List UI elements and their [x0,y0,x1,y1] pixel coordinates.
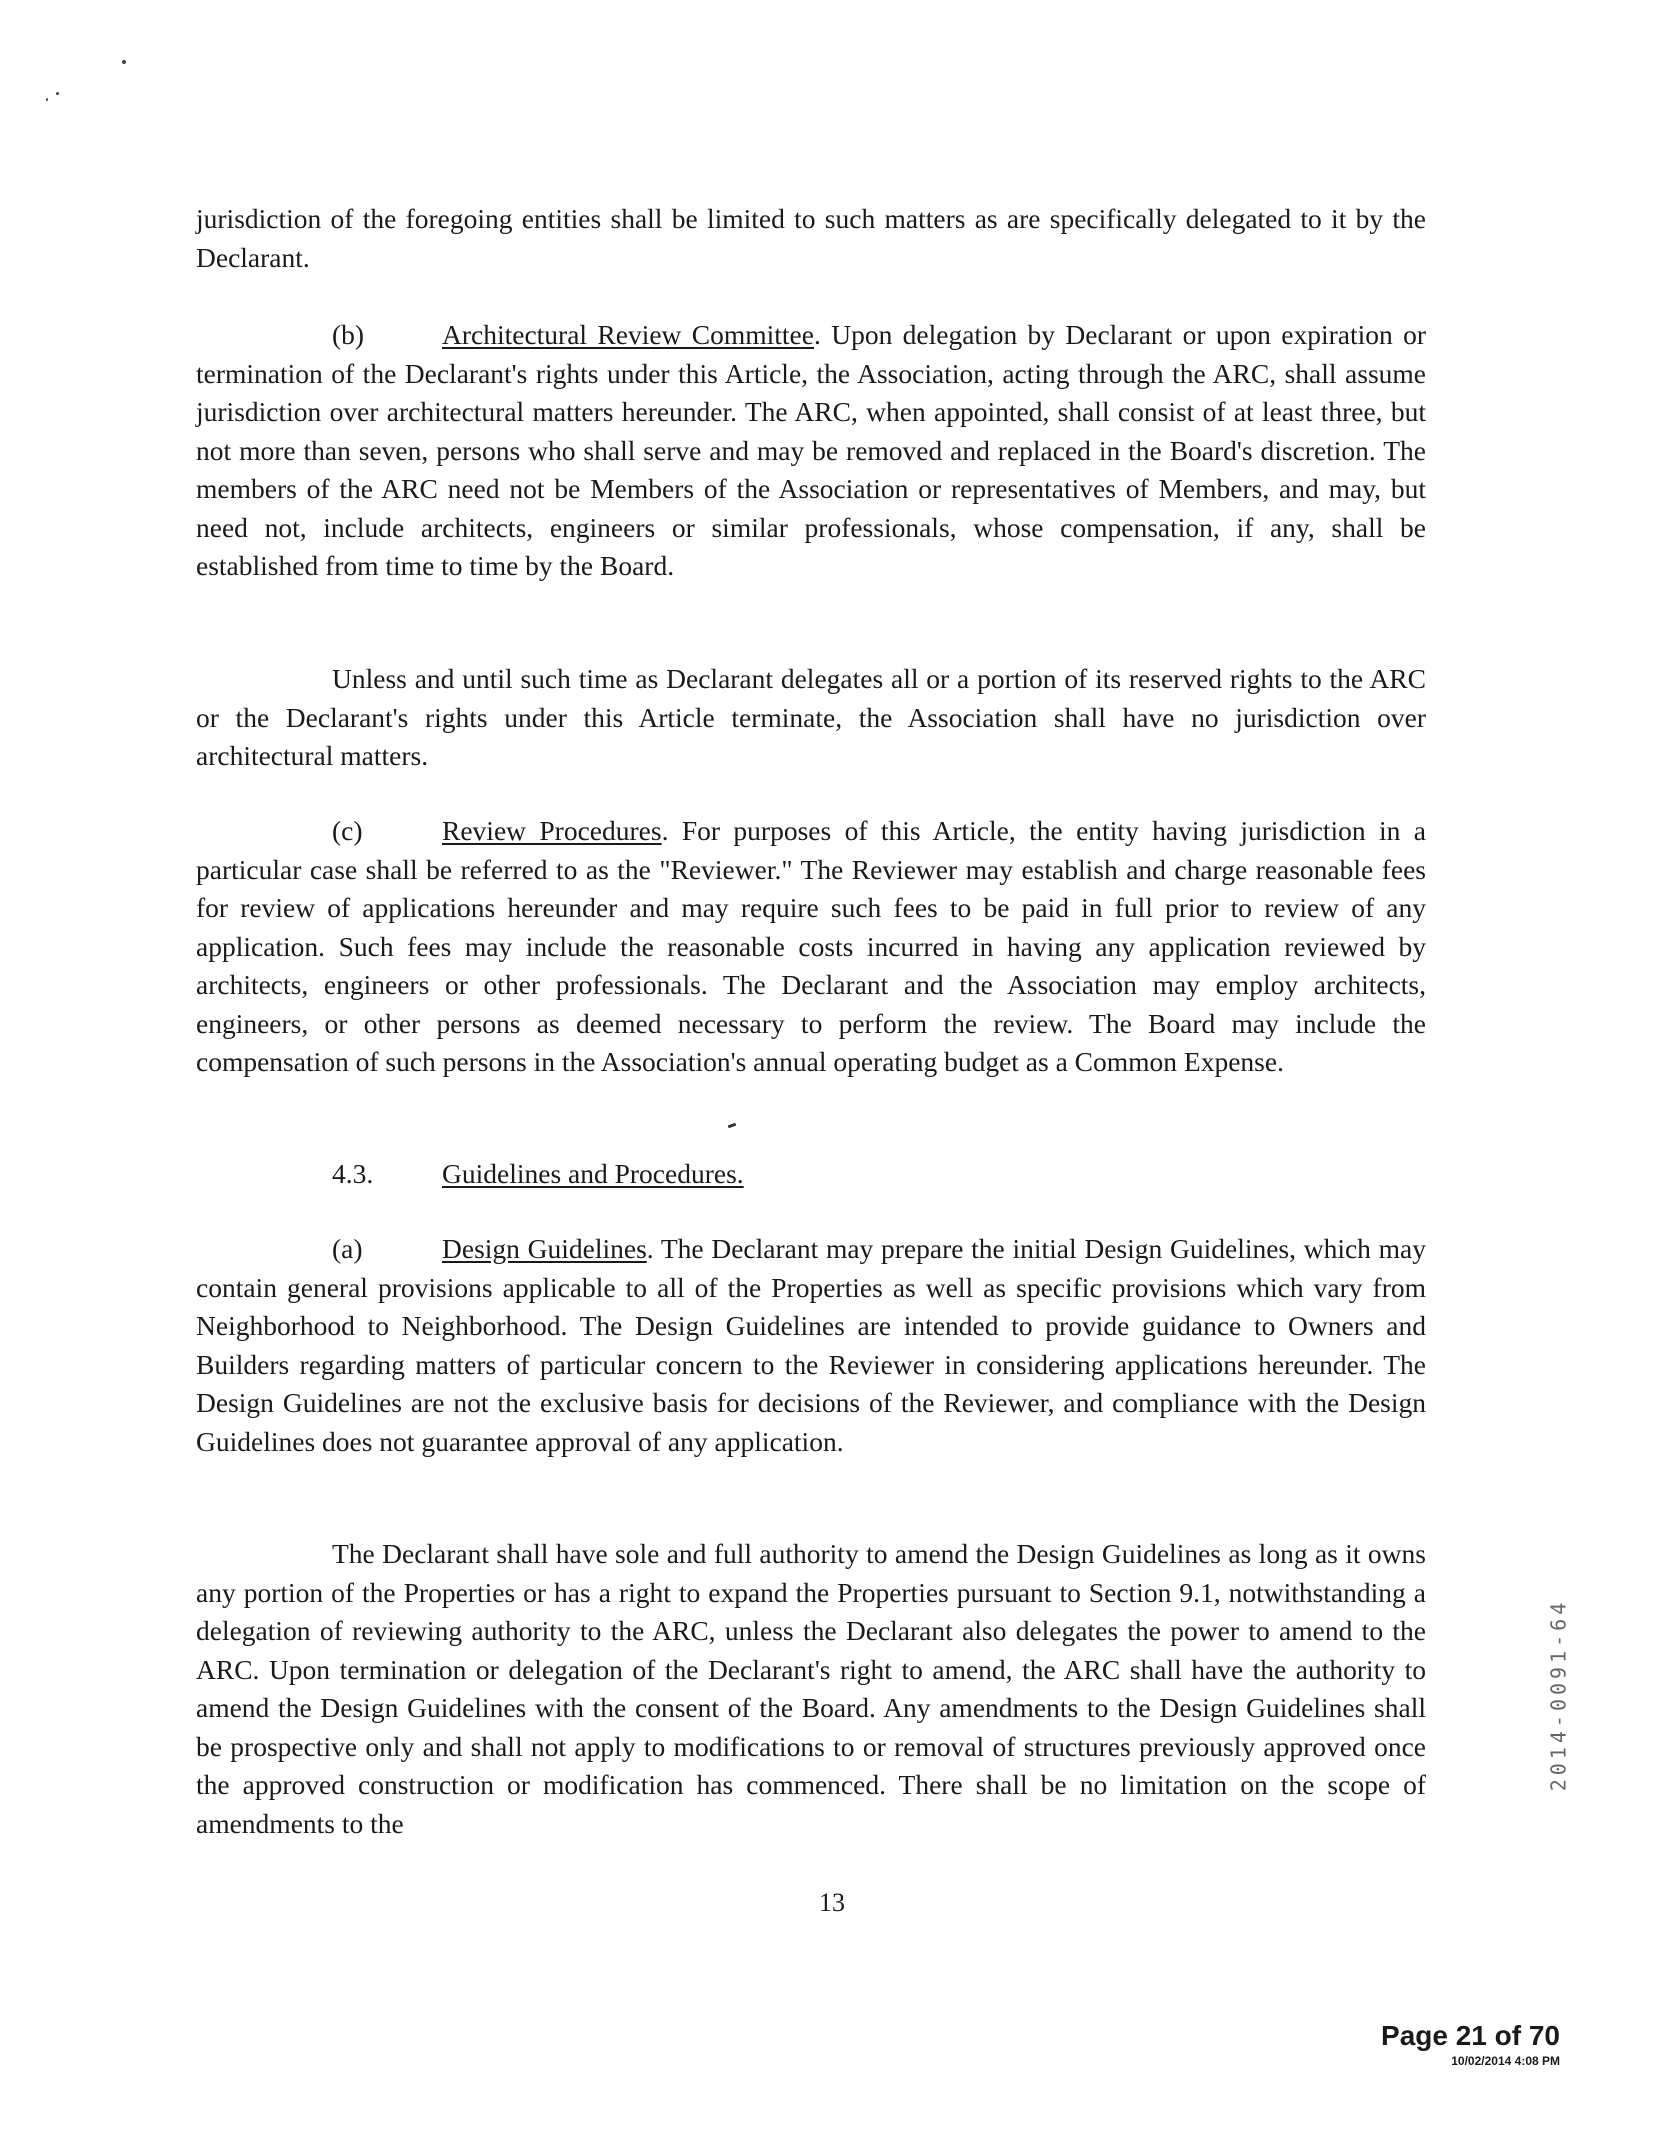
paragraph-text: . Upon delegation by Declarant or upon expiration or termination of the Declarant's rights under this Article, the Association, acting through the ARC, shall assume jurisdiction over architectural matters hereunder. The ARC, when appointed, shall consist of at least three, but not more than seven, persons who shall serve and may be removed and replaced in the Board's discretion. The members of the ARC need not be Members of the Association or representatives of Members, and may, but need not, include architects, engineers or similar professionals, whose compensation, if any, shall be established from time to time by the Board. [196,319,1426,581]
paragraph-continuation: jurisdiction of the foregoing entities shall be limited to such matters as are specifically delegated to it by the Declarant. [196,203,1426,273]
section-number: 4.3. [332,1158,374,1189]
paragraph-marker: (c) [332,815,363,846]
section-title: Design Guidelines [442,1233,647,1264]
recording-timestamp: 10/02/2014 4:08 PM [1451,2054,1560,2068]
paragraph-text: . The Declarant may prepare the initial Design Guidelines, which may contain general provisions applicable to all of the Properties as well as specific provisions which vary from Neighborhood to Neighborhood. The Design Guidelines are intended to provide guidance to Owners and Builders regarding matters of particular concern to the Reviewer in considering applications hereunder. The Design Guidelines are not the exclusive basis for decisions of the Reviewer, and compliance with the Design Guidelines does not guarantee approval of any application. [196,1233,1426,1457]
scan-mark [728,1123,737,1129]
section-heading-title: Guidelines and Procedures. [442,1158,744,1189]
recording-page-stamp: Page 21 of 70 [1381,2020,1560,2051]
scan-speck [122,60,126,64]
side-recording-number [1540,1530,1576,1860]
scan-speck [46,98,48,101]
paragraph-marker: (a) [332,1233,363,1264]
section-title: Architectural Review Committee [442,319,814,350]
paragraph-text: . For purposes of this Article, the entity having jurisdiction in a particular case shall be referred to as the "Reviewer." The Reviewer may establish and charge reasonable fees for review of applications hereunder and may require such fees to be paid in full prior to review of any application. Such fees may include the reasonable costs incurred in having any application reviewed by architects, engineers or other professionals. The Declarant and the Association may employ architects, engineers, or other persons as deemed necessary to perform the review. The Board may include the compensation of such persons in the Association's annual operating budget as a Common Expense. [196,815,1426,1077]
section-title: Review Procedures [442,815,662,846]
scan-speck [56,92,59,95]
side-recording-text: 2014-0091-64 [1546,1598,1570,1792]
page-number: 13 [819,1888,845,1917]
paragraph-unless-until: Unless and until such time as Declarant delegates all or a portion of its reserved rights to the ARC or the Declarant's rights under this Article terminate, the Association shall have no jurisdiction over architectural matters. [196,663,1426,771]
paragraph-declarant-authority: The Declarant shall have sole and full authority to amend the Design Guidelines as long as it owns any portion of the Properties or has a right to expand the Properties pursuant to Section 9.1, notwithstanding a delegation of reviewing authority to the ARC, unless the Declarant also delegates the power to amend to the ARC. Upon termination or delegation of the Declarant's right to amend, the ARC shall have the authority to amend the Design Guidelines with the consent of the Board. Any amendments to the Design Guidelines shall be prospective only and shall not apply to modifications to or removal of structures previously approved once the approved construction or modification has commenced. There shall be no limitation on the scope of amendments to the [196,1538,1426,1839]
paragraph-b-architectural-review-committee [196,316,1426,586]
paragraph-marker: (b) [332,319,365,350]
paragraph-c-review-procedures [196,812,1426,1082]
paragraph-a-design-guidelines [196,1230,1426,1461]
section-heading-4-3 [332,1155,744,1194]
